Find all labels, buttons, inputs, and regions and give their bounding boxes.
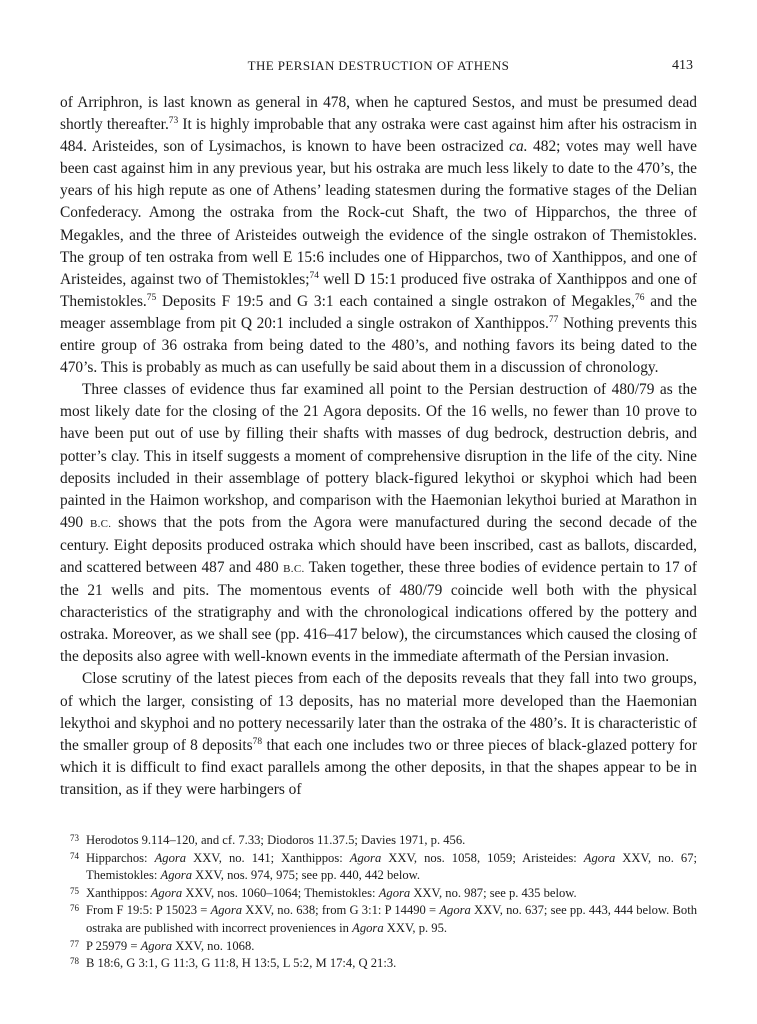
footnote-number: 77 bbox=[70, 938, 79, 949]
footnote-number: 78 bbox=[70, 956, 79, 967]
footnote-73 bbox=[60, 832, 697, 850]
footnote-text: From F 19:5: P 15023 = bbox=[86, 903, 211, 918]
footnote-ref-78[interactable]: 78 bbox=[252, 736, 263, 747]
footnote-text: Agora bbox=[352, 920, 384, 935]
footnote-ref-76[interactable]: 76 bbox=[634, 292, 645, 303]
footnote-75 bbox=[60, 885, 697, 903]
body-text bbox=[60, 92, 697, 801]
page-number: 413 bbox=[672, 58, 693, 73]
footnote-text: XXV, nos. 1060–1064; Themistokles: bbox=[182, 885, 379, 900]
footnote-text: XXV, no. 67; Themistokles: bbox=[86, 850, 698, 883]
paragraph-1: of Arriphron, is last known as general in 478, when he captured Sestos, and must be presumed dead shortly thereafter.$^{73}$ It is highly improbable that any ostraka were cast against him after his ostracism in 484. Aristeides, son of Lysimachos, is known to have been ostracized ca. 482; votes may well have been cast against him in any previous year, but his ostraka are much less likely to date to the 470’s, the years of his high repute as one of Athens’ leading statesmen during the formative stages of the Delian Confederacy. Among the ostraka from the Rock-cut Shaft, the two of Hipparchos, the three of Megakles, and the three of Aristeides outweigh the evidence of the single ostrakon of Themistokles. The group of ten ostraka from well E 15:6 includes one of Hipparchos, two of Xanthippos, and one of Aristeides, against two of Themistokles;$^{74}$ well D 15:1 produced five ostraka of Xanthippos and one of Themistokles.$^{75}$ Deposits F 19:5 and G 3:1 each contained a single ostrakon of Megakles,$^{76}$ and the meager assemblage from pit Q 20:1 included a single ostrakon of Xanthippos.$^{77}$ Nothing prevents this entire group of 36 ostraka from being dated to the 480’s, and nothing favors its being dated to the 470’s. This is probably as much as can usefully be said about them in a discussion of chronology. bbox=[60, 94, 698, 377]
footnote-text: XXV, nos. 1058, 1059; Aristeides: bbox=[381, 850, 584, 865]
footnote-78 bbox=[60, 955, 697, 973]
footnote-text: XXV, nos. 974, 975; see pp. 440, 442 below. bbox=[192, 868, 421, 883]
footnote-text: Agora bbox=[583, 850, 616, 865]
footnote-text: Hipparchos: bbox=[86, 850, 155, 865]
footnote-text: Herodotos 9.114–120, and cf. 7.33; Diodoros 11.37.5; Davies 1971, p. 456. bbox=[86, 833, 466, 847]
footnote-text: Agora bbox=[378, 885, 411, 900]
footnote-text: XXV, no. 638; from G 3:1: P 14490 = bbox=[242, 903, 440, 918]
footnote-number: 74 bbox=[70, 850, 79, 861]
footnote-number: 73 bbox=[70, 833, 79, 843]
footnote-text: Agora bbox=[160, 868, 192, 883]
paragraph-2: Three classes of evidence thus far examined all point to the Persian destruction of 480/79 as the most likely date for the closing of the 21 Agora deposits. Of the 16 wells, no fewer than 10 prove to have been put out of use by filling their shafts with masses of dug bedrock, destruction debris, and potter’s clay. This in itself suggests a moment of comprehensive disruption in the life of the city. Nine deposits included in their assemblage of pottery black-figured lekythoi or skyphoi which had been painted in the Haimon workshop, and comparison with the Haemonian lekythoi buried at Marathon in 490 B.C. shows that the pots from the Agora were manufactured during the second decade of the century. Eight deposits produced ostraka which should have been inscribed, cast as ballots, discarded, and scattered between 487 and 480 B.C. Taken together, these three bodies of evidence pertain to 17 of the 21 wells and pits. The momentous events of 480/79 coincide well both with the physical characteristics of the stratigraphy and with the chronological indications offered by the pottery and ostraka. Moreover, as we shall see (pp. 416–417 below), the circumstances which caused the closing of the deposits also agree with well-known events in the immediate aftermath of the Persian invasion. bbox=[60, 381, 697, 666]
footnote-76 bbox=[60, 902, 697, 937]
footnote-74 bbox=[60, 850, 697, 885]
footnote-text: XXV, no. 1068. bbox=[172, 938, 255, 953]
footnote-number: 76 bbox=[70, 903, 79, 914]
footnote-text: Xanthippos: bbox=[86, 885, 151, 900]
page-header bbox=[60, 58, 697, 78]
footnote-text: XXV, no. 637; see pp. 443, 444 below. Both ostraka are published with incorrect proveniences in bbox=[86, 903, 698, 935]
footnote-text: XXV, p. 95. bbox=[383, 920, 448, 935]
footnote-text: Agora bbox=[154, 850, 187, 865]
footnote-ref-75[interactable]: 75 bbox=[146, 292, 157, 303]
footnote-ref-73[interactable]: 73 bbox=[168, 115, 179, 126]
footnote-text: Agora bbox=[349, 850, 382, 865]
footnote-77 bbox=[60, 938, 697, 956]
footnotes bbox=[60, 832, 697, 973]
footnote-ref-77[interactable]: 77 bbox=[548, 314, 559, 325]
footnote-text: Agora bbox=[439, 903, 471, 918]
footnote-text: Agora bbox=[140, 938, 173, 953]
footnote-ref-74[interactable]: 74 bbox=[309, 270, 320, 281]
footnote-text: Agora bbox=[210, 903, 243, 918]
footnote-text: XXV, no. 141; Xanthippos: bbox=[186, 850, 350, 865]
running-title: THE PERSIAN DESTRUCTION OF ATHENS bbox=[247, 58, 510, 73]
footnote-text: Agora bbox=[150, 885, 183, 900]
paragraph-3: Close scrutiny of the latest pieces from each of the deposits reveals that they fall into two groups, of which the larger, consisting of 13 deposits, has no material more developed than the Haemonian lekythoi and skyphoi and no pottery necessarily later than the ostraka of the 480’s. It is characteristic of the smaller group of 8 deposits$^{78}$ that each one includes two or three pieces of black-glazed pottery for which it is difficult to find exact parallels among the other deposits, in that the shapes appear to be in transition, as if they were harbingers of bbox=[60, 670, 697, 798]
footnote-text: XXV, no. 987; see p. 435 below. bbox=[410, 885, 577, 900]
footnote-text: B 18:6, G 3:1, G 11:3, G 11:8, H 13:5, L 5:2, M 17:4, Q 21:3. bbox=[86, 956, 397, 971]
footnote-number: 75 bbox=[70, 885, 79, 896]
footnote-text: P 25979 = bbox=[86, 938, 141, 953]
